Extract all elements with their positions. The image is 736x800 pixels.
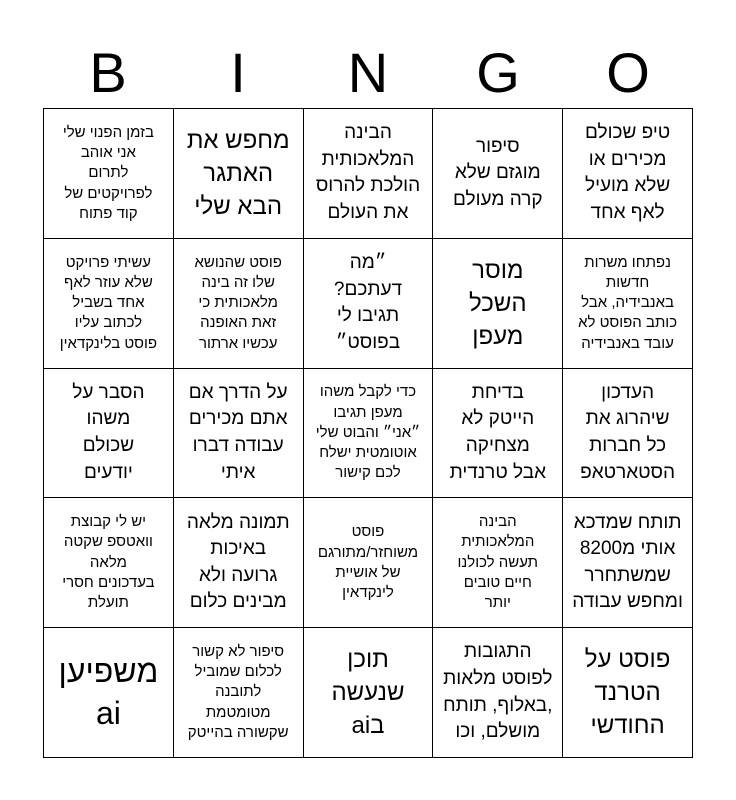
header-letter-o: O: [606, 41, 650, 104]
bingo-cell[interactable]: על הדרך אם אתם מכירים עבודה דברו איתי: [174, 369, 304, 499]
header-letter-i: I: [230, 41, 246, 104]
bingo-board: [43, 108, 693, 758]
header-letter-g: G: [476, 41, 520, 104]
bingo-cell[interactable]: בזמן הפנוי שלי אני אוהב לתרום לפרויקטים של קוד פתוח: [44, 109, 174, 239]
bingo-cell[interactable]: כדי לקבל משהו מעפן תגיבו ״אני״ והבוט שלי אוטומטית ישלח לכם קישור: [304, 369, 434, 499]
bingo-cell[interactable]: פוסט משוחזר/מתורגם של אושיית לינקדאין: [304, 498, 434, 628]
bingo-cell[interactable]: הבינה המלאכותית תעשה לכולנו חיים טובים יותר: [433, 498, 563, 628]
bingo-cell[interactable]: סיפור מוגזם שלא קרה מעולם: [433, 109, 563, 239]
bingo-cell[interactable]: מוסר השכל מעפן: [433, 239, 563, 369]
bingo-cell[interactable]: עשיתי פרויקט שלא עוזר לאף אחד בשביל לכתוב עליו פוסט בלינקדאין: [44, 239, 174, 369]
bingo-cell[interactable]: בדיחת הייטק לא מצחיקה אבל טרנדית: [433, 369, 563, 499]
header-letter-n: N: [347, 41, 389, 104]
header-letter-b: B: [89, 41, 127, 104]
bingo-cell[interactable]: התגובות לפוסט מלאות ,באלוף, תותח מושלם, וכו: [433, 628, 563, 758]
bingo-cell[interactable]: נפתחו משרות חדשות באנבידיה, אבל כותב הפוסט לא עובד באנבידיה: [563, 239, 693, 369]
bingo-cell[interactable]: משפיען ai: [44, 628, 174, 758]
bingo-cell[interactable]: תוכן שנעשה בai: [304, 628, 434, 758]
bingo-cell[interactable]: מחפש את האתגר הבא שלי: [174, 109, 304, 239]
bingo-cell[interactable]: הסבר על משהו שכולם יודעים: [44, 369, 174, 499]
bingo-cell[interactable]: סיפור לא קשור לכלום שמוביל לתובנה מטומטמת שקשורה בהייטק: [174, 628, 304, 758]
bingo-cell[interactable]: טיפ שכולם מכירים או שלא מועיל לאף אחד: [563, 109, 693, 239]
bingo-cell[interactable]: ״מה דעתכם? תגיבו לי בפוסט״: [304, 239, 434, 369]
bingo-cell[interactable]: תמונה מלאה באיכות גרועה ולא מבינים כלום: [174, 498, 304, 628]
bingo-cell[interactable]: פוסט שהנושא שלו זה בינה מלאכותית כי זאת האופנה עכשיו ארתור: [174, 239, 304, 369]
bingo-header: [43, 38, 693, 108]
bingo-cell[interactable]: העדכון שיהרוג את כל חברות הסטארטאפ: [563, 369, 693, 499]
bingo-cell[interactable]: יש לי קבוצת וואטספ שקטה מלאה בעדכונים חסרי תועלת: [44, 498, 174, 628]
bingo-cell[interactable]: תותח שמדכא אותי מ8200 שמשתחרר ומחפש עבודה: [563, 498, 693, 628]
bingo-cell[interactable]: הבינה המלאכותית הולכת להרוס את העולם: [304, 109, 434, 239]
bingo-cell[interactable]: פוסט על הטרנד החודשי: [563, 628, 693, 758]
